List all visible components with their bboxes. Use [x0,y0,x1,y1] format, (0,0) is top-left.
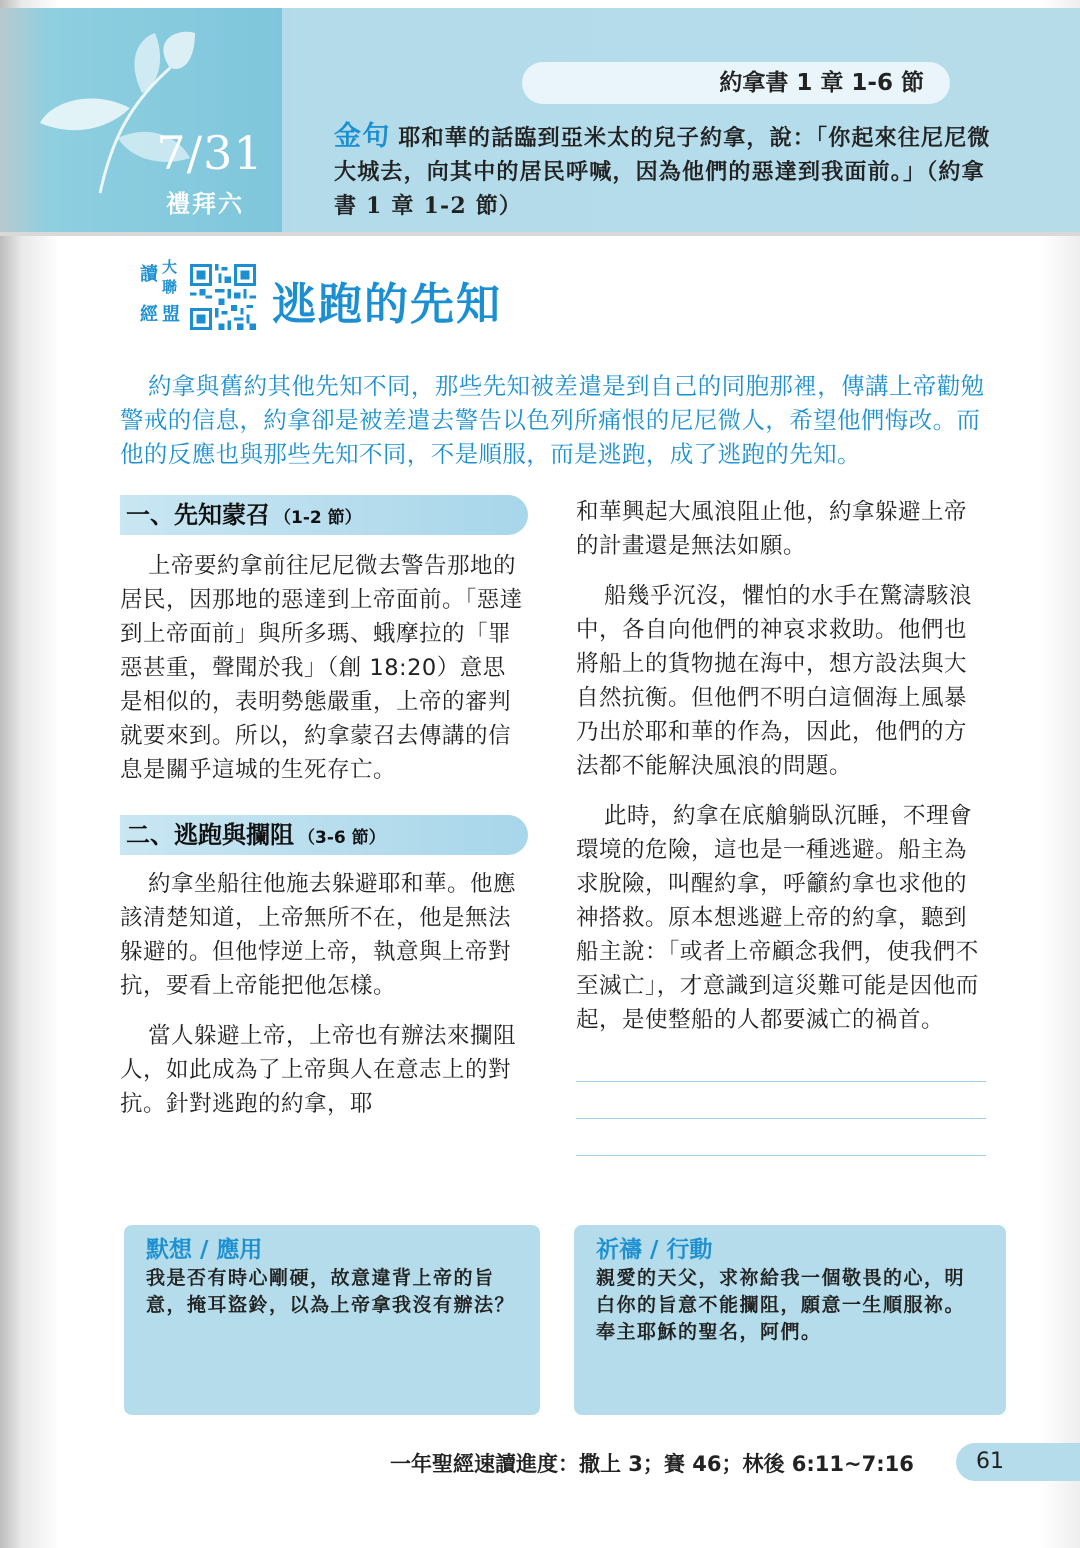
section-verse: （3-6 節） [298,828,386,848]
page-number: 61 [956,1443,1080,1481]
scripture-reference: 約拿書 1 章 1-6 節 [522,62,950,104]
qr-label-char: 聯 [162,278,178,296]
section-heading-text: 一、先知蒙召 [126,501,270,529]
prayer-box [574,1225,1006,1415]
qr-label [140,258,186,334]
body-paragraph: 此時，約拿在底艙躺臥沉睡，不理會環境的危險，這也是一種逃避。船主為求脫險，叫醒約拿，呼籲約拿也求他的神搭救。原本想逃避上帝的約拿，聽到船主說：「或者上帝顧念我們，使我們不至滅亡」，才意識到這災難可能是因他而起，是使整船的人都要滅亡的禍首。 [576,803,979,1033]
note-line [576,1155,986,1156]
golden-verse-text: 耶和華的話臨到亞米太的兒子約拿，說：「你起來往尼尼微大城去，向其中的居民呼喊，因為他們的惡達到我面前。」（約拿書 1 章 1-2 節） [334,125,991,219]
body-paragraph: 約拿坐船往他施去躲避耶和華。他應該清楚知道，上帝無所不在，他是無法躲避的。但他悖逆上帝，執意與上帝對抗，要看上帝能把他怎樣。 [120,871,517,999]
prayer-text: 親愛的天父，求祢給我一個敬畏的心，明白你的旨意不能攔阻，願意一生順服祢。奉主耶穌的聖名，阿們。 [596,1267,966,1343]
section-verse: （1-2 節） [274,508,362,528]
qr-label-char: 盟 [162,304,180,325]
header-band [0,8,1080,236]
date-block [0,8,282,232]
body-paragraph: 船幾乎沉沒，懼怕的水手在驚濤駭浪中，各自向他們的神哀求救助。他們也將船上的貨物拋在海中，想方設法與大自然抗衡。但他們不明白這個海上風暴乃出於耶和華的作為，因此，他們的方法都不能解決風浪的問題。 [576,583,973,779]
body-paragraph: 和華興起大風浪阻止他，約拿躲避上帝的計畫還是無法如願。 [576,499,968,559]
reading-progress: 一年聖經速讀進度：撒上 3；賽 46；林後 6:11~7:16 [390,1452,914,1476]
meditation-title: 默想 / 應用 [146,1237,263,1263]
prayer-title: 祈禱 / 行動 [596,1237,713,1263]
body-paragraph: 上帝要約拿前往尼尼微去警告那地的居民，因那地的惡達到上帝面前。「惡達到上帝面前」與所多瑪、蛾摩拉的「罪惡甚重，聲聞於我」（創 18:20）意思是相似的，表明勢態嚴重，上帝的審判就要來到。所以，約拿蒙召去傳講的信息是關乎這城的生死存亡。 [120,553,523,783]
body-paragraph: 當人躲避上帝，上帝也有辦法來攔阻人，如此成為了上帝與人在意志上的對抗。針對逃跑的約拿，耶 [120,1023,517,1117]
page-title: 逃跑的先知 [272,279,502,330]
golden-verse-label: 金句 [334,121,391,152]
meditation-box [124,1225,540,1415]
intro-paragraph: 約拿與舊約其他先知不同，那些先知被差遣是到自己的同胞那裡，傳講上帝勸勉警戒的信息，約拿卻是被差遣去警告以色列所痛恨的尼尼微人，希望他們悔改。而他的反應也與那些先知不同，不是順服，而是逃跑，成了逃跑的先知。 [120,371,985,468]
right-column [576,495,986,1156]
left-column [120,495,528,1121]
qr-code-icon[interactable] [190,264,256,330]
weekday: 禮拜六 [166,190,244,218]
qr-label-char: 大 [162,258,178,276]
date: 7/31 [156,126,264,180]
qr-label-char: 經 [140,304,158,325]
section-heading [120,495,528,535]
section-heading [120,815,528,855]
golden-verse [334,120,994,223]
meditation-text: 我是否有時心剛硬，故意違背上帝的旨意，掩耳盜鈴，以為上帝拿我沒有辦法？ [146,1267,516,1316]
section-heading-text: 二、逃跑與攔阻 [126,821,294,849]
qr-label-char: 讀 [140,264,158,285]
